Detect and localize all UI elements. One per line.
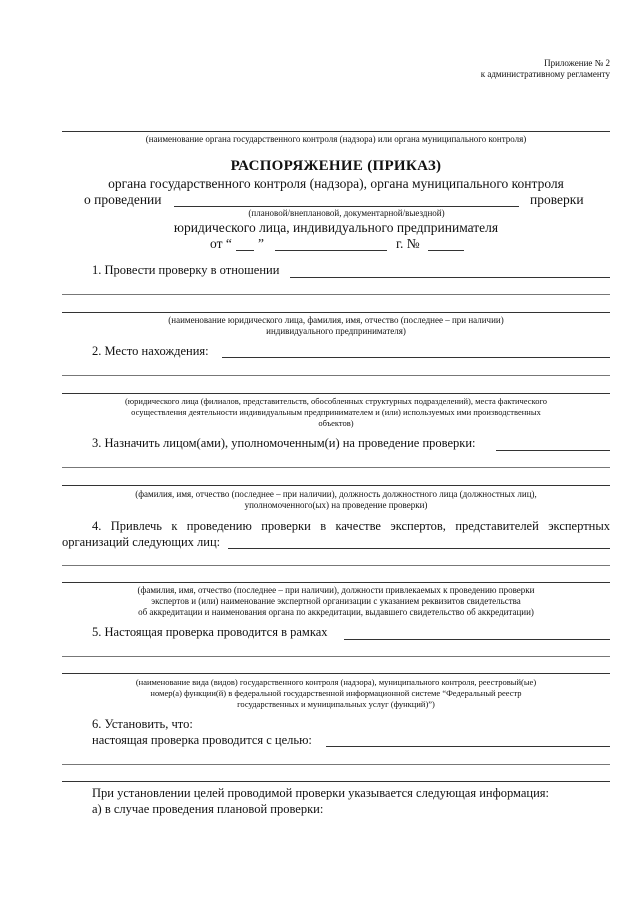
item6-label: 6. Установить, что: (92, 717, 193, 731)
item4-line2: организаций следующих лиц: (62, 535, 221, 549)
appendix-header (481, 58, 610, 80)
item2-caption-1: (юридического лица (филиалов, представительств, обособленных структурных подразделений), места фактического (124, 396, 548, 406)
document-subtitle: органа государственного контроля (надзора), органа муниципального контроля (108, 176, 564, 191)
footer-line1: При установлении целей проводимой проверки указывается следующая информация: (92, 786, 549, 800)
item5-field[interactable] (344, 639, 610, 640)
item3-caption-1: (фамилия, имя, отчество (последнее – при наличии), должность должностного лица (должностных лиц), (135, 489, 537, 499)
item3-caption-2: уполномоченного(ых) на проведение проверки) (244, 500, 428, 510)
date-quote-close: ” (258, 236, 264, 251)
date-year-label: г. № (396, 236, 420, 251)
item6-line2: настоящая проверка проводится с целью: (92, 733, 312, 747)
item4-line1: 4. Привлечь к проведению проверки в качестве экспертов, представителей экспертных (92, 519, 610, 533)
item1-caption-2: индивидуального предпринимателя) (266, 326, 406, 336)
check-type-caption: (плановой/внеплановой, документарной/выездной) (248, 208, 445, 218)
item4-line4[interactable] (62, 582, 610, 583)
item3-line2[interactable] (62, 467, 610, 468)
appendix-number: Приложение № 2 (544, 58, 610, 68)
item2-line3[interactable] (62, 393, 610, 394)
item1-field[interactable] (290, 277, 610, 278)
document-title: РАСПОРЯЖЕНИЕ (ПРИКАЗ) (230, 158, 442, 174)
about-suffix: проверки (530, 192, 584, 207)
item1-line2[interactable] (62, 294, 610, 295)
order-number-field[interactable] (428, 250, 464, 251)
item1-caption-1: (наименование юридического лица, фамилия, имя, отчество (последнее – при наличии) (168, 315, 504, 325)
item6-line3[interactable] (62, 764, 610, 765)
date-month-field[interactable] (275, 250, 387, 251)
item4-field[interactable] (228, 548, 610, 549)
item2-label: 2. Место нахождения: (92, 344, 209, 358)
item5-caption-3: государственных и муниципальных услуг (функций)”) (237, 699, 435, 709)
item5-line2[interactable] (62, 656, 610, 657)
item2-caption-3: объектов) (318, 418, 354, 428)
appendix-regulation: к административному регламенту (480, 69, 610, 79)
item6-line4[interactable] (62, 781, 610, 782)
item3-line3[interactable] (62, 485, 610, 486)
item3-label: 3. Назначить лицом(ами), уполномоченным(и) на проведение проверки: (92, 436, 476, 450)
item5-caption-1: (наименование вида (видов) государственного контроля (надзора), муниципального контроля, реестровый(ые) (135, 677, 537, 687)
item4-line3[interactable] (62, 565, 610, 566)
entity-line: юридического лица, индивидуального предпринимателя (173, 220, 499, 235)
item3-field[interactable] (496, 450, 610, 451)
organ-caption: (наименование органа государственного контроля (надзора) или органа муниципального контроля) (145, 134, 527, 144)
check-type-field[interactable] (174, 206, 519, 207)
item1-label: 1. Провести проверку в отношении (92, 263, 280, 277)
item4-caption-2: экспертов и (или) наименование экспертной организации с указанием реквизитов свидетельства (151, 596, 521, 606)
item5-label: 5. Настоящая проверка проводится в рамках (92, 625, 328, 639)
item2-field[interactable] (222, 357, 610, 358)
item2-caption-2: осуществления деятельности индивидуальным предпринимателем и (или) используемых ими производственных (131, 407, 541, 417)
date-from: от “ (210, 236, 232, 251)
organ-name-line (62, 131, 610, 132)
item5-caption-2: номер(а) функции(й) в федеральной государственной информационной системе “Федеральный реестр (150, 688, 522, 698)
date-day-field[interactable] (236, 250, 254, 251)
about-prefix: о проведении (84, 192, 162, 207)
item6-field[interactable] (326, 746, 610, 747)
item5-line3[interactable] (62, 673, 610, 674)
footer-line2: а) в случае проведения плановой проверки: (92, 802, 324, 816)
item4-caption-1: (фамилия, имя, отчество (последнее – при наличии), должности привлекаемых к проведению проверки (137, 585, 535, 595)
item4-caption-3: об аккредитации и наименования органа по аккредитации, выдавшего свидетельство об аккредитации) (138, 607, 534, 617)
item1-line3[interactable] (62, 312, 610, 313)
item2-line2[interactable] (62, 375, 610, 376)
